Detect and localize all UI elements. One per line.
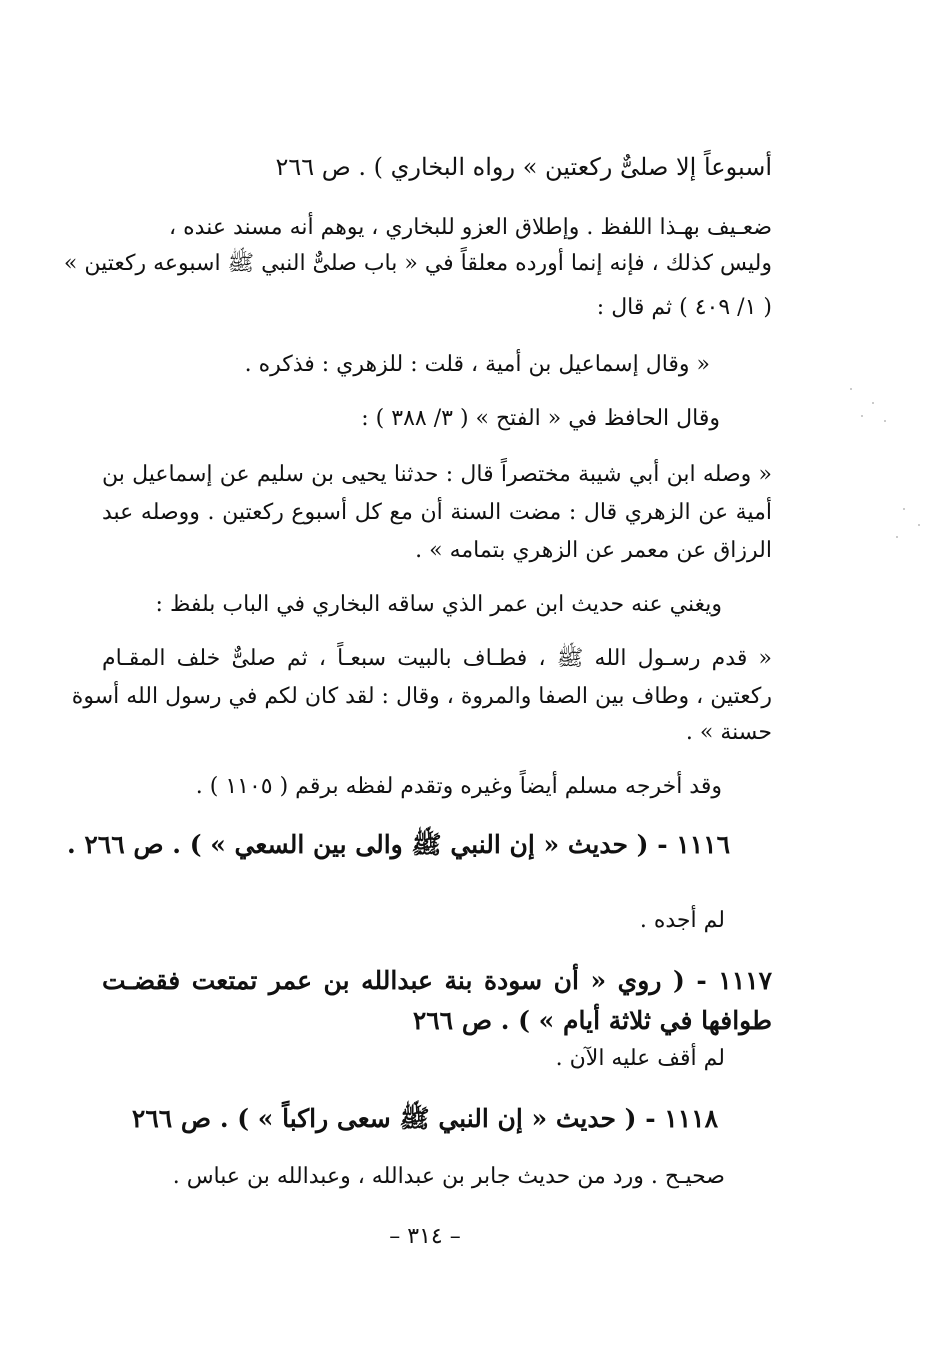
text-line-2: ضعـيف بهـذا اللفظ . وإطلاق العزو للبخاري ، يوهم أنه مسند عنده ، bbox=[169, 215, 772, 240]
text-line-14: وقد أخرجه مسلم أيضاً وغيره وتقدم لفظه برقم ( ١١٠٥ ) . bbox=[195, 774, 722, 799]
text-line-21: صحيـح . ورد من حديث جابر بن عبدالله ، وعبدالله بن عباس . bbox=[172, 1164, 725, 1189]
scan-speck bbox=[884, 420, 886, 422]
text-line-8: أمية عن الزهري قال : مضت السنة أن مع كل أسبوع ركعتين . ووصله عبد bbox=[102, 500, 772, 525]
scan-speck bbox=[903, 508, 905, 510]
text-line-6: وقال الحافظ في « الفتح » ( ٣/ ٣٨٨ ) : bbox=[361, 406, 720, 431]
scan-speck bbox=[861, 415, 863, 417]
text-line-19: لم أقف عليه الآن . bbox=[555, 1046, 725, 1071]
text-line-9: الرزاق عن معمر عن الزهري بتمامه » . bbox=[415, 538, 772, 563]
text-line-10: ويغني عنه حديث ابن عمر الذي ساقه البخاري في الباب بلفظ : bbox=[155, 592, 722, 617]
text-line-16: لم أجده . bbox=[639, 908, 725, 933]
text-line-3: وليس كذلك ، فإنه إنما أورده معلقاً في « باب صلىٌّ النبي ﷺ اسبوعه ركعتين » bbox=[63, 251, 772, 276]
scan-speck bbox=[896, 536, 898, 538]
hadith-1117-heading: ١١١٧ - ( روي « أن سودة بنة عبدالله بن عمر تمتعت فقضـت bbox=[102, 966, 772, 995]
scan-speck bbox=[918, 524, 920, 526]
text-line-12: ركعتين ، وطاف بين الصفا والمروة ، وقال : لقد كان لكم في رسول الله أسوة bbox=[71, 684, 772, 709]
scan-speck bbox=[850, 388, 852, 390]
scan-speck bbox=[872, 402, 874, 404]
text-line-1: أسبوعاً إلا صلىٌّ ركعتين » رواه البخاري ) . ص ٢٦٦ bbox=[275, 153, 772, 181]
hadith-1116-heading: ١١١٦ - ( حديث « إن النبي ﷺ والى بين السعي » ) . ص ٢٦٦ . bbox=[66, 830, 730, 859]
hadith-1117-heading-cont: طوافها في ثلاثة أيام » ) . ص ٢٦٦ bbox=[412, 1006, 772, 1035]
text-line-11: « قدم رسـول الله ﷺ ، فطـاف بالبيت سبعـاً ، ثم صلىٌّ خلف المقـام bbox=[102, 646, 772, 671]
hadith-1118-heading: ١١١٨ - ( حديث « إن النبي ﷺ سعى راكباً » ) . ص ٢٦٦ bbox=[131, 1104, 718, 1133]
page-number: – ٣١٤ – bbox=[389, 1224, 461, 1249]
text-line-7: « وصله ابن أبي شيبة مختصراً قال : حدثنا يحيى بن سليم عن إسماعيل بن bbox=[102, 462, 772, 487]
text-line-4: ( ١/ ٤٠٩ ) ثم قال : bbox=[596, 295, 772, 320]
text-line-5: « وقال إسماعيل بن أمية ، قلت : للزهري : فذكره . bbox=[244, 352, 710, 377]
text-line-13: حسنة » . bbox=[685, 720, 772, 745]
